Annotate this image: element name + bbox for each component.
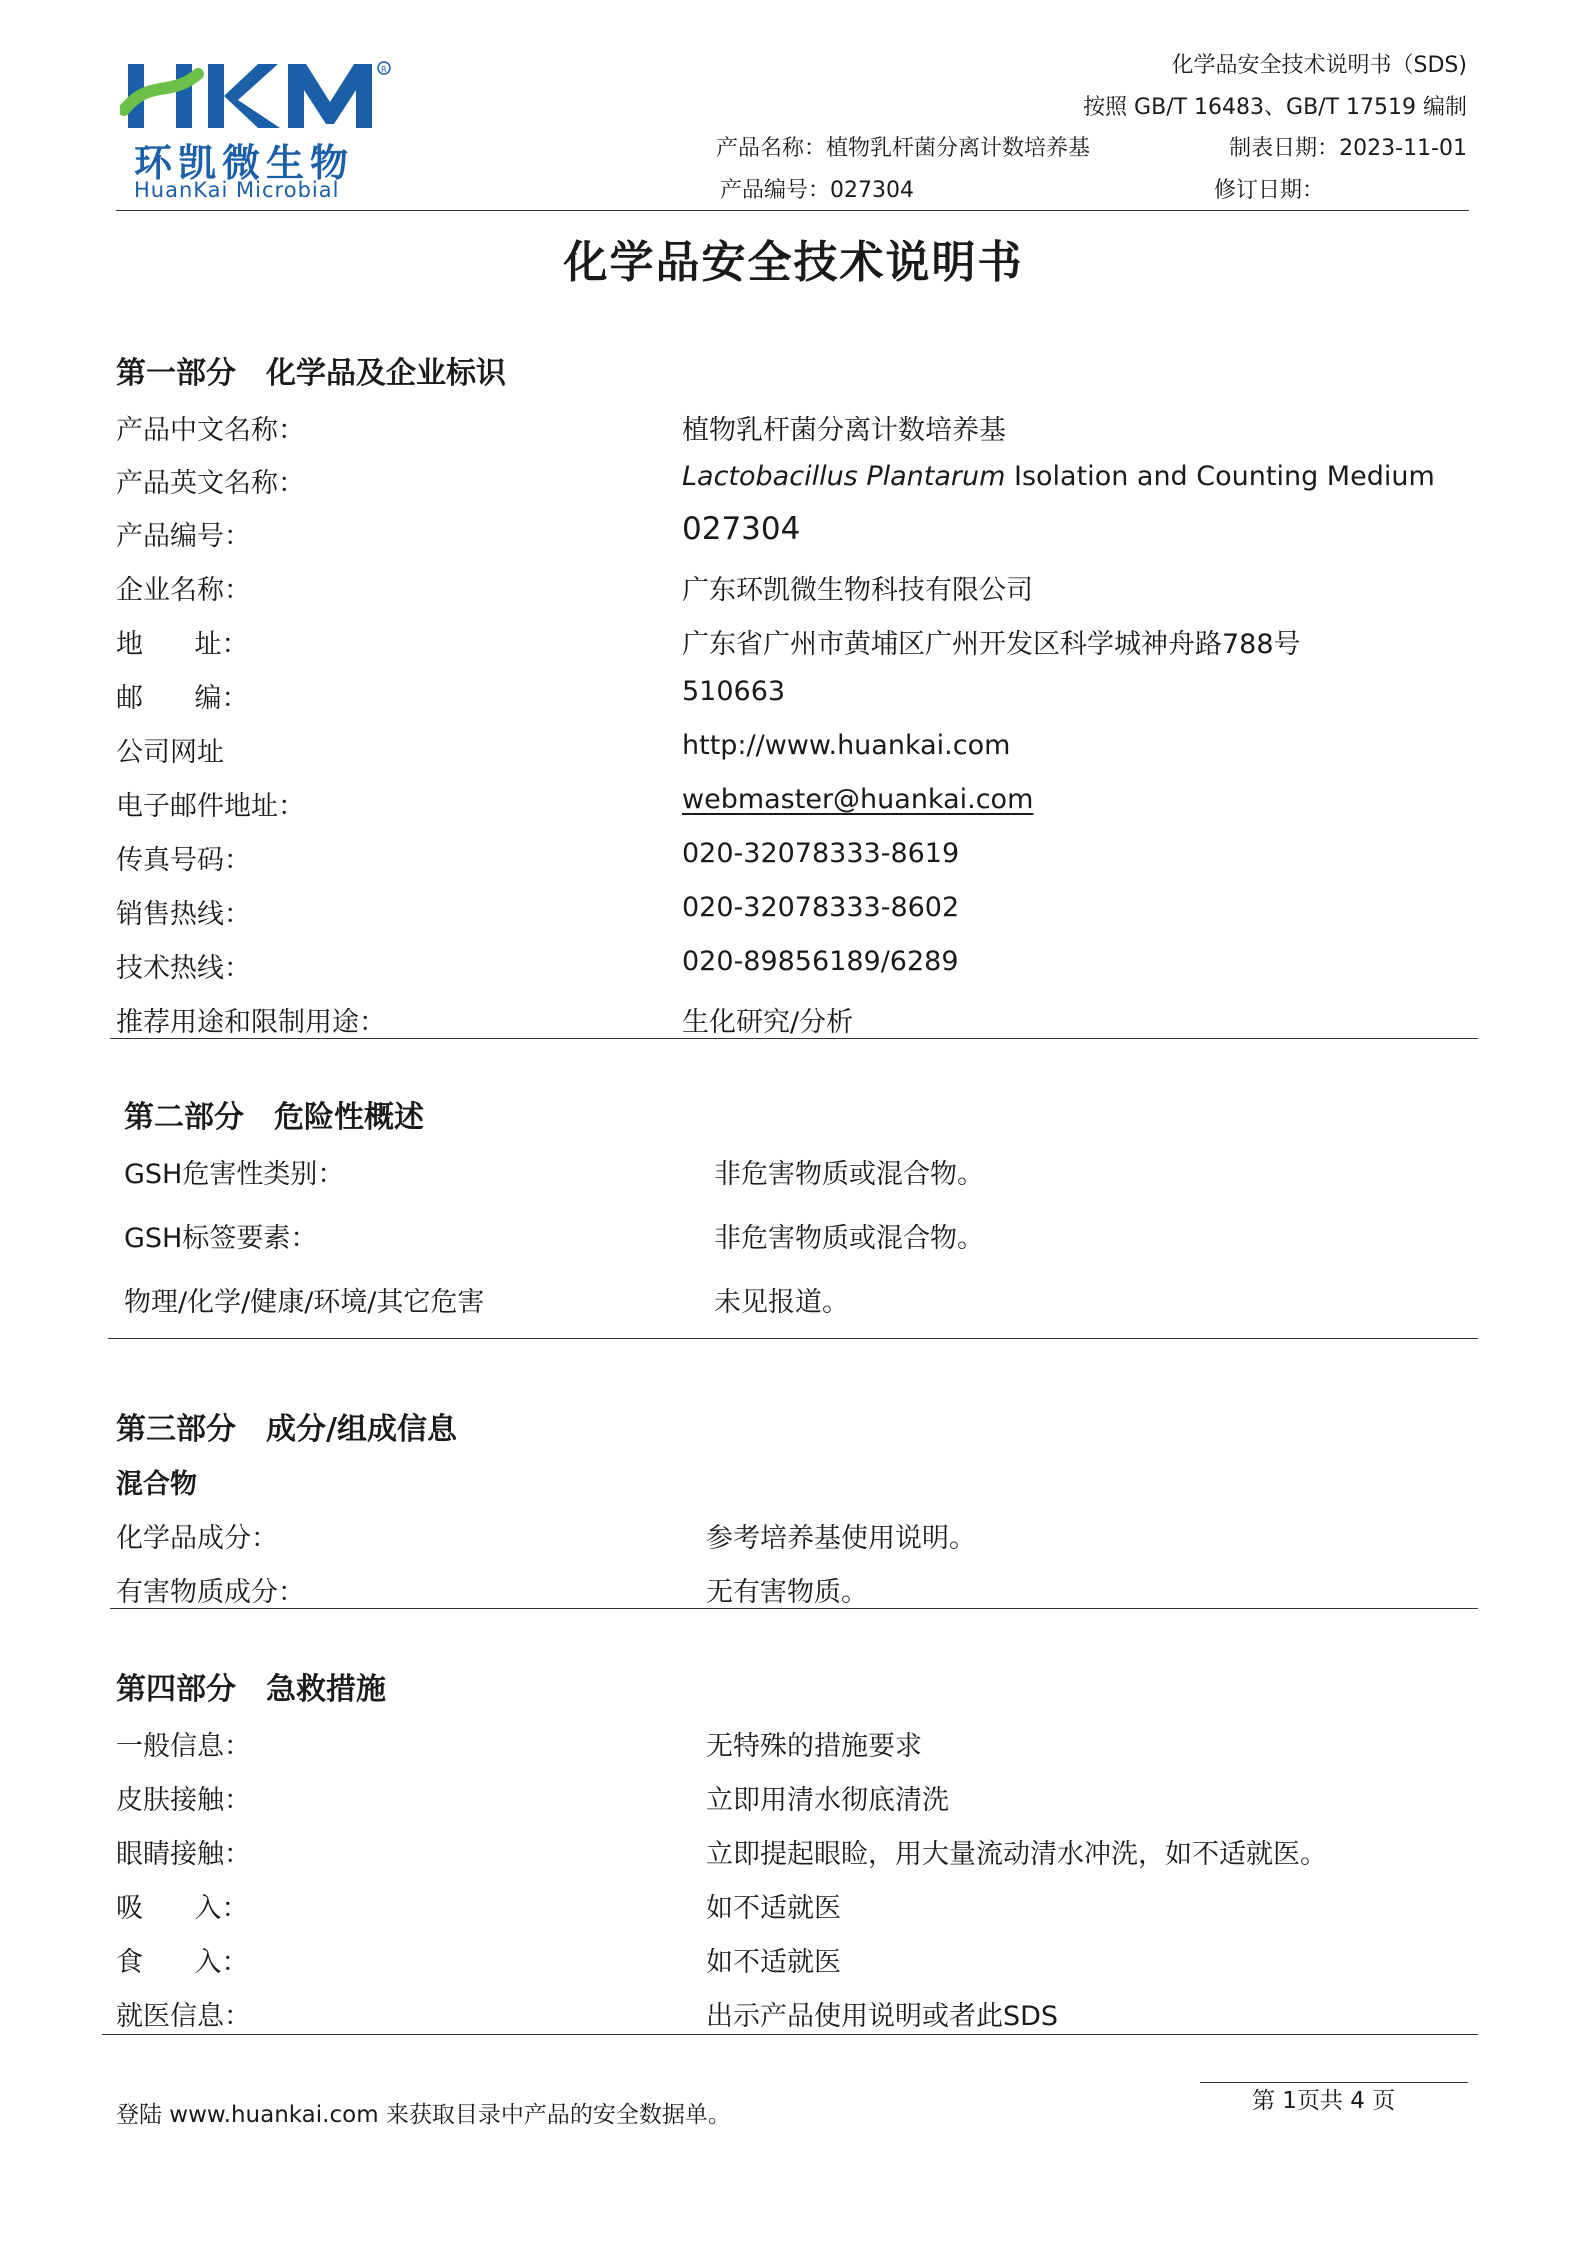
- logo-chinese-name: 环凯微生物: [134, 141, 355, 185]
- table-row: [116, 461, 1467, 501]
- footer-note: 登陆 www.huankai.com 来获取目录中产品的安全数据单。: [116, 2102, 731, 2128]
- table-row: [116, 408, 1467, 448]
- header-divider: [116, 210, 1469, 211]
- email-link[interactable]: webmaster@huankai.com: [682, 784, 1034, 815]
- field-value: 非危害物质或混合物。: [714, 1159, 984, 1190]
- field-label: 有害物质成分：: [116, 1577, 305, 1608]
- section1-title: [116, 348, 506, 392]
- field-value: 立即提起眼睑，用大量流动清水冲洗，如不适就医。: [706, 1839, 1327, 1870]
- field-label: 推荐用途和限制用途：: [116, 1007, 386, 1038]
- table-row: [116, 1994, 1467, 2034]
- field-value: 参考培养基使用说明。: [706, 1523, 976, 1554]
- section2-number: 第二部分: [124, 1100, 244, 1135]
- table-row: [116, 511, 1467, 554]
- field-value: 生化研究/分析: [682, 1007, 854, 1038]
- company-logo: [120, 50, 410, 200]
- table-row: [116, 892, 1467, 932]
- section1-divider: [110, 1038, 1478, 1039]
- table-row: [116, 1000, 1467, 1040]
- field-label: 技术热线：: [116, 953, 251, 984]
- field-label: 就医信息：: [116, 2001, 251, 2032]
- table-row: [116, 1832, 1467, 1872]
- section4-number: 第四部分: [116, 1672, 236, 1707]
- table-row: [116, 1778, 1467, 1818]
- field-label: 企业名称：: [116, 575, 251, 606]
- field-value: 020-32078333-8602: [682, 892, 960, 923]
- field-label: 物理/化学/健康/环境/其它危害: [124, 1287, 485, 1318]
- field-label: 食 入：: [116, 1947, 249, 1978]
- table-row: [116, 838, 1467, 878]
- header-doc-type: 化学品安全技术说明书（SDS): [1171, 53, 1467, 78]
- field-value: 立即用清水彻底清洗: [706, 1785, 949, 1816]
- field-label: 销售热线：: [116, 899, 251, 930]
- section3-subtitle: 混合物: [116, 1469, 197, 1500]
- field-label: 地 址：: [116, 629, 249, 660]
- table-row: [116, 622, 1467, 662]
- section4-name: 急救措施: [266, 1672, 386, 1707]
- field-value: 020-89856189/6289: [682, 946, 959, 977]
- table-row: [116, 568, 1467, 608]
- table-row: [124, 1152, 1467, 1192]
- table-row: [116, 946, 1467, 986]
- section3-number: 第三部分: [116, 1412, 236, 1447]
- section2-divider: [108, 1338, 1478, 1339]
- field-label: 传真号码：: [116, 845, 251, 876]
- field-value: 未见报道。: [714, 1287, 849, 1318]
- table-row: [116, 1570, 1467, 1610]
- page-number: 第 1页共 4 页: [1252, 2088, 1396, 2114]
- field-value-italic: Lactobacillus Plantarum: [682, 461, 1006, 492]
- table-row: [116, 1940, 1467, 1980]
- field-value: 非危害物质或混合物。: [714, 1223, 984, 1254]
- section1-number: 第一部分: [116, 356, 236, 391]
- field-value-rest: Isolation and Counting Medium: [1005, 461, 1435, 492]
- header-product-name: 产品名称：植物乳杆菌分离计数培养基: [716, 136, 1091, 161]
- field-value: 510663: [682, 676, 786, 707]
- section2-title: [124, 1092, 424, 1136]
- field-value: 广东环凯微生物科技有限公司: [682, 575, 1033, 606]
- table-row: [116, 676, 1467, 716]
- field-label: 邮 编：: [116, 683, 249, 714]
- header-date: 制表日期：2023-11-01: [1229, 136, 1467, 161]
- field-value: [682, 461, 1435, 492]
- field-label: 化学品成分：: [116, 1523, 278, 1554]
- field-value: 如不适就医: [706, 1893, 841, 1924]
- field-value: 广东省广州市黄埔区广州开发区科学城神舟路788号: [682, 629, 1301, 660]
- table-row: [116, 730, 1467, 770]
- table-row: [116, 1516, 1467, 1556]
- field-value: 出示产品使用说明或者此SDS: [706, 2001, 1059, 2032]
- website-link[interactable]: http://www.huankai.com: [682, 730, 1011, 761]
- field-label: 电子邮件地址：: [116, 791, 305, 822]
- header-revision-date: 修订日期：: [1214, 178, 1325, 203]
- table-row: [124, 1216, 1467, 1256]
- field-value: 无特殊的措施要求: [706, 1731, 922, 1762]
- table-row: [116, 1724, 1467, 1764]
- table-row: [116, 1886, 1467, 1926]
- field-value: 无有害物质。: [706, 1577, 868, 1608]
- hkm-logo-mark: [120, 58, 400, 138]
- field-label: 皮肤接触：: [116, 1785, 251, 1816]
- section3-divider: [110, 1608, 1478, 1609]
- section1-name: 化学品及企业标识: [266, 356, 506, 391]
- field-label: 公司网址: [116, 737, 224, 768]
- field-value: 如不适就医: [706, 1947, 841, 1978]
- field-label: 眼睛接触：: [116, 1839, 251, 1870]
- field-value: 020-32078333-8619: [682, 838, 960, 869]
- field-label: 一般信息：: [116, 1731, 251, 1762]
- logo-english-name: HuanKai Microbial: [134, 178, 340, 202]
- table-row: [124, 1280, 1467, 1320]
- field-label: 吸 入：: [116, 1893, 249, 1924]
- section4-title: [116, 1664, 386, 1708]
- document-title: 化学品安全技术说明书: [563, 237, 1024, 288]
- section3-title: [116, 1404, 457, 1448]
- section2-name: 危险性概述: [274, 1100, 424, 1135]
- field-label: 产品中文名称：: [116, 415, 305, 446]
- field-value: 027304: [682, 511, 801, 547]
- field-label: GSH标签要素：: [124, 1223, 318, 1254]
- field-label: GSH危害性类别：: [124, 1159, 345, 1190]
- field-label: 产品编号：: [116, 521, 251, 552]
- header-standard: 按照 GB/T 16483、GB/T 17519 编制: [1083, 95, 1467, 120]
- section3-name: 成分/组成信息: [266, 1412, 457, 1447]
- field-label: 产品英文名称：: [116, 468, 305, 499]
- svg-text:R: R: [381, 65, 387, 74]
- field-value: 植物乳杆菌分离计数培养基: [682, 415, 1006, 446]
- table-row: [116, 784, 1467, 824]
- header-product-code: 产品编号：027304: [720, 178, 914, 203]
- section4-divider: [102, 2034, 1478, 2035]
